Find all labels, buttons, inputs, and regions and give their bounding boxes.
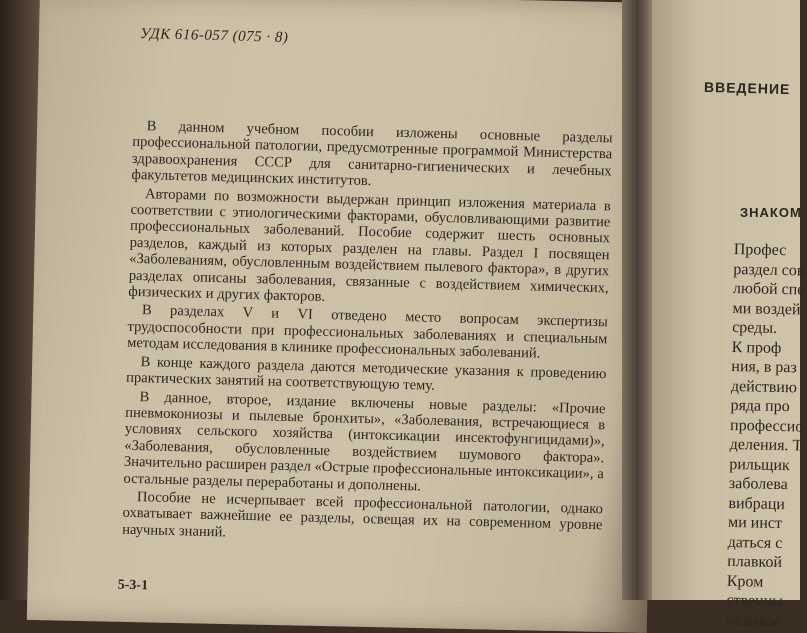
text-line: раздел сов — [733, 260, 805, 279]
udk-code: УДК 616-057 (075 · 8) — [139, 26, 289, 46]
book-gutter — [622, 0, 656, 600]
text-line: любой спе — [732, 279, 805, 299]
text-line: называе — [725, 611, 781, 630]
right-page — [652, 0, 805, 630]
preface-paragraph: Авторами по возможности выдержан принцип изложения материала в соответствии с этиологическими факторами, обусловливающими развитие профессиональных заболеваний. Пособие содержит шесть основных разделов, каждый из которых разделен на главы. Раздел I посвящен «Заболеваниям, обусловленным воздействием пылевого фактора», в других разделах описаны заболевания, связанные с воздействием химических, физических и других факторов. — [128, 185, 612, 305]
text-line: деления. Т — [729, 435, 803, 455]
signature-code: 5-3-1 — [117, 577, 149, 594]
text-line: ственны — [726, 591, 784, 611]
right-page-lines — [726, 240, 807, 631]
text-line: рильщик — [729, 455, 790, 474]
preface-paragraph: Пособие не исчерпывает всей профессиональной патологии, однако охватывает важнейшие ее разделы, освещая их на современном уровне научных знаний. — [121, 489, 604, 541]
right-page-text — [652, 0, 805, 630]
text-line: вибраци — [728, 494, 786, 513]
chapter-heading: ВВЕДЕНИЕ — [703, 78, 791, 98]
text-line: профессио — [729, 416, 804, 435]
text-line: плавкой — [727, 552, 783, 572]
preface-paragraph: В данное, второе, издание включены новые разделы: «Прочие пневмокониозы и пылевые бронхиты», «Заболевания, встречающиеся в условиях сельского хозяйства (интоксикации инсектофунгицидами)», «Заболевания, обусловленные воздействием шумового фактора». Значительно расширен раздел «Острые профессиональные интоксикации», а остальные разделы переработаны и дополнены. — [123, 388, 606, 495]
text-line: действию — [730, 377, 798, 396]
text-line: ми воздей — [732, 299, 801, 318]
text-line: даться с — [727, 533, 783, 552]
preface-text — [122, 118, 613, 553]
text-line: Кром — [726, 572, 764, 591]
preface-paragraph: В данном учебном пособии изложены основные разделы профессиональной патологии, предусмотренные программой Министерства здравоохранения СССР для санитарно-гигиенических и лечебных факультетов медицинских институтов. — [131, 118, 613, 190]
section-heading: ЗНАКОМ — [740, 205, 802, 220]
preface-paragraph: В конце каждого раздела даются методические указания к проведению практических занятий на соответствующую тему. — [125, 353, 607, 394]
text-line: Профес — [733, 240, 787, 260]
text-line: среды. — [731, 318, 778, 337]
text-line: ния, в раз — [731, 357, 797, 377]
preface-paragraph: В разделах V и VI отведено место вопросам экспертизы трудоспособности при профессиональных заболеваниях и специальным методам исследования в клинике профессиональных заболеваний. — [126, 302, 608, 362]
text-line: ряда про — [730, 396, 790, 416]
text-line: заболева — [728, 474, 788, 494]
text-line: К проф — [731, 338, 782, 357]
text-line: ми инст — [727, 513, 783, 533]
